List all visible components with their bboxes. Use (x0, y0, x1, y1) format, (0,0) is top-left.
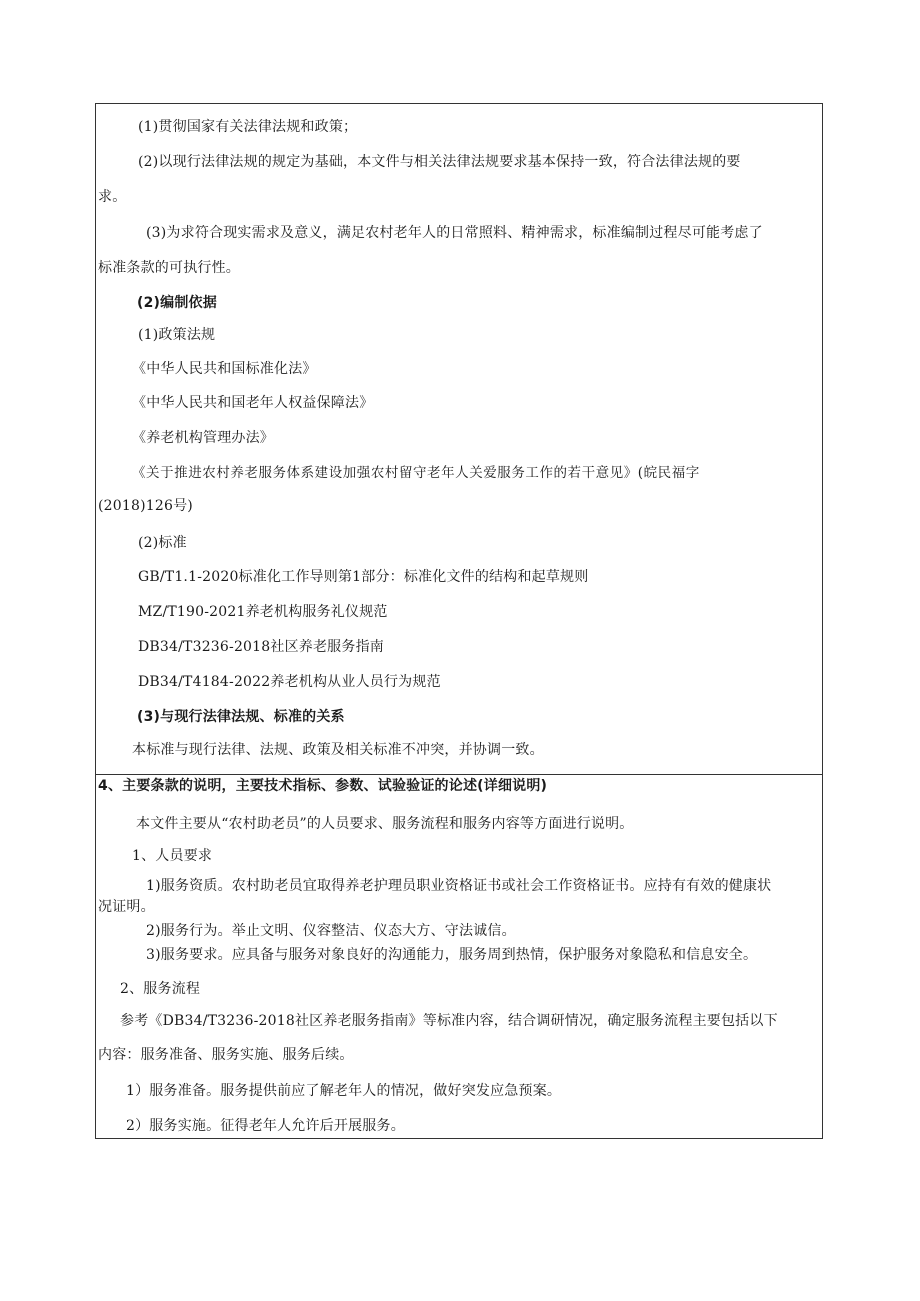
basis-heading: (2)编制依据 (137, 295, 217, 311)
process-item: 2）服务实施。征得老年人允许后开展服务。 (126, 1118, 405, 1134)
personnel-item-cont: 况证明。 (98, 899, 155, 915)
personnel-heading: 1、人员要求 (132, 848, 213, 864)
standards-heading: (2)标准 (138, 535, 187, 551)
policy-item: 《中华人民共和国老年人权益保障法》 (132, 395, 374, 411)
section-4-intro: 本文件主要从“农村助老员”的人员要求、服务流程和服务内容等方面进行说明。 (136, 816, 634, 832)
process-text-cont: 内容：服务准备、服务实施、服务后续。 (98, 1047, 354, 1063)
policy-item: 《养老机构管理办法》 (132, 430, 274, 446)
process-heading: 2、服务流程 (120, 981, 201, 997)
relation-text: 本标准与现行法律、法规、政策及相关标准不冲突，并协调一致。 (132, 742, 544, 758)
standard-item: MZ/T190-2021养老机构服务礼仪规范 (138, 604, 388, 620)
policy-item: 《中华人民共和国标准化法》 (132, 361, 317, 377)
principle-item: (3)为求符合现实需求及意义，满足农村老年人的日常照料、精神需求，标准编制过程尽可能考虑了 (146, 225, 763, 241)
standard-item: DB34/T4184-2022养老机构从业人员行为规范 (138, 674, 441, 690)
table-row-divider (95, 774, 823, 775)
standard-item: DB34/T3236-2018社区养老服务指南 (138, 639, 384, 655)
standard-item: GB/T1.1-2020标准化工作导则第1部分：标准化文件的结构和起草规则 (138, 569, 589, 585)
personnel-item: 1)服务资质。农村助老员宜取得养老护理员职业资格证书或社会工作资格证书。应持有有效的健康状 (146, 878, 772, 894)
policy-item-cont: (2018)126号) (98, 498, 193, 514)
policy-item: 《关于推进农村养老服务体系建设加强农村留守老年人关爱服务工作的若干意见》(皖民福字 (132, 465, 700, 481)
section-4-heading: 4、主要条款的说明，主要技术指标、参数、试验验证的论述(详细说明) (98, 778, 548, 794)
principle-item: (1)贯彻国家有关法律法规和政策； (138, 119, 358, 135)
principle-item-cont: 标准条款的可执行性。 (98, 260, 240, 276)
process-text: 参考《DB34/T3236-2018社区养老服务指南》等标准内容，结合调研情况，确定服务流程主要包括以下 (120, 1013, 778, 1029)
personnel-item: 2)服务行为。举止文明、仪容整洁、仪态大方、守法诚信。 (146, 923, 516, 939)
relation-heading: (3)与现行法律法规、标准的关系 (137, 709, 345, 725)
personnel-item: 3)服务要求。应具备与服务对象良好的沟通能力，服务周到热情，保护服务对象隐私和信息安全。 (146, 947, 758, 963)
principle-item: (2)以现行法律法规的规定为基础，本文件与相关法律法规要求基本保持一致，符合法律法规的要 (138, 154, 741, 170)
policy-heading: (1)政策法规 (138, 327, 216, 343)
principle-item-cont: 求。 (98, 189, 127, 205)
process-item: 1）服务准备。服务提供前应了解老年人的情况，做好突发应急预案。 (126, 1083, 562, 1099)
